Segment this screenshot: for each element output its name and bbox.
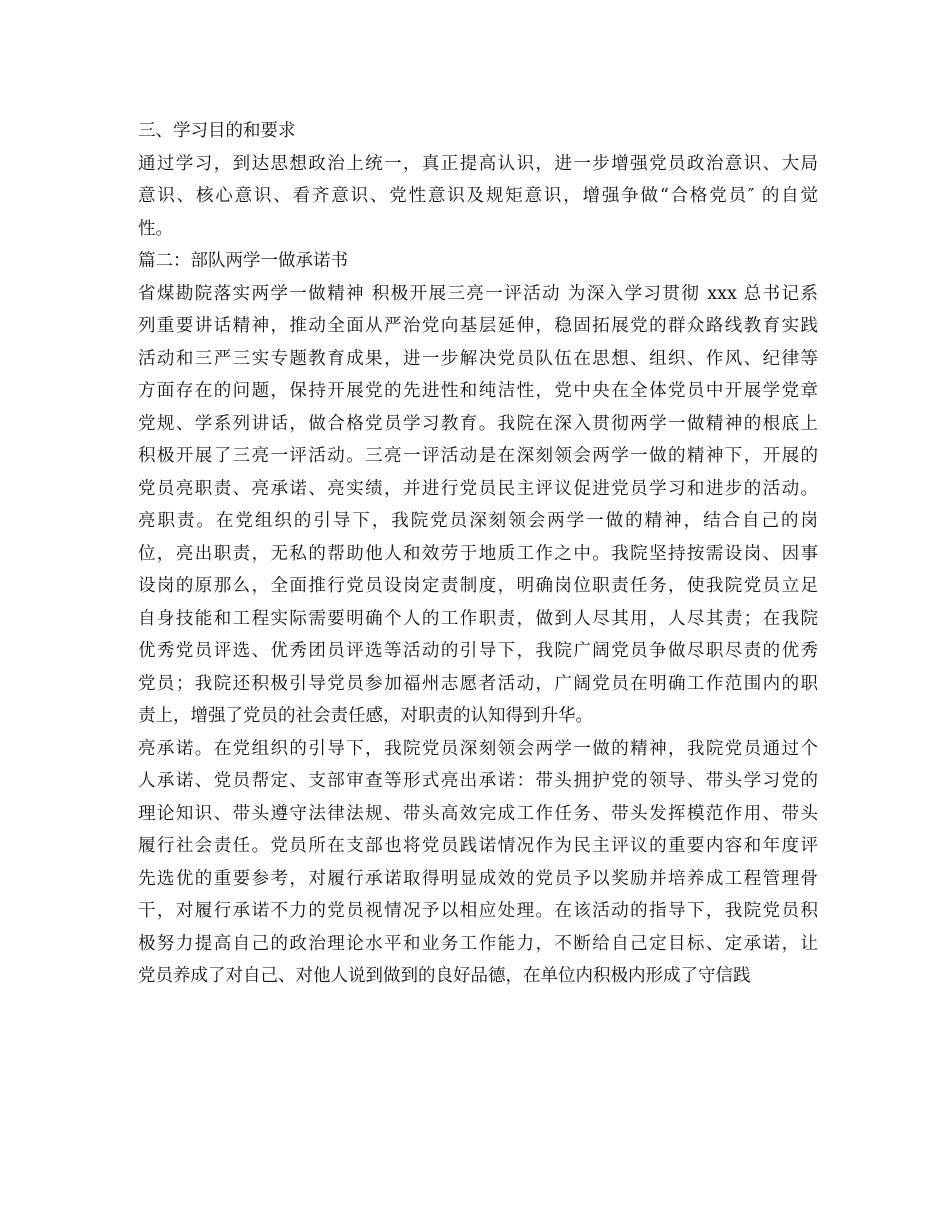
paragraph-line: 位，亮出职责，无私的帮助他人和效劳于地质工作之中。我院坚持按需设岗、因事 bbox=[138, 543, 818, 564]
paragraph-line: 设岗的原那么，全面推行党员设岗定责制度，明确岗位职责任务，使我院党员立足 bbox=[138, 576, 818, 596]
paragraph-line: 通过学习，到达思想政治上统一，真正提高认识，进一步增强党员政治意识、大局 bbox=[138, 153, 818, 174]
paragraph-line: 意识、核心意识、看齐意识、党性意识及规矩意识，增强争做“合格党员″ 的自觉 bbox=[138, 186, 818, 206]
section-heading: 三、学习目的和要求 bbox=[138, 121, 296, 141]
paragraph-line: 亮职责。在党组织的引导下，我院党员深刻领会两学一做的精神，结合自己的岗 bbox=[138, 511, 818, 531]
paragraph-line: 自身技能和工程实际需要明确个人的工作职责，做到人尽其用，人尽其责；在我院 bbox=[138, 608, 818, 629]
paragraph-line: 干，对履行承诺不力的党员视情况予以相应处理。在该活动的指导下，我院党员积 bbox=[138, 901, 818, 921]
paragraph-line: 亮承诺。在党组织的引导下，我院党员深刻领会两学一做的精神，我院党员通过个 bbox=[138, 738, 818, 759]
paragraph-line: 积极开展了三亮一评活动。三亮一评活动是在深刻领会两学一做的精神下，开展的 bbox=[138, 446, 818, 466]
paragraph-line: 党员亮职责、亮承诺、亮实绩，并进行党员民主评议促进党员学习和进步的活动。 bbox=[138, 478, 818, 499]
paragraph-line: 方面存在的问题，保持开展党的先进性和纯洁性，党中央在全体党员中开展学党章 bbox=[138, 381, 818, 401]
paragraph-line: 列重要讲话精神，推动全面从严治党向基层延伸，稳固拓展党的群众路线教育实践 bbox=[138, 316, 818, 336]
paragraph-line: 党规、学系列讲话，做合格党员学习教育。我院在深入贯彻两学一做精神的根底上 bbox=[138, 413, 818, 434]
paragraph-line: 责上，增强了党员的社会责任感，对职责的认知得到升华。 bbox=[138, 706, 593, 726]
paragraph-line: 理论知识、带头遵守法律法规、带头高效完成工作任务、带头发挥模范作用、带头 bbox=[138, 803, 818, 824]
paragraph-line: 省煤勘院落实两学一做精神 积极开展三亮一评活动 为深入学习贯彻 xxx 总书记系 bbox=[138, 283, 818, 304]
paragraph-line: 人承诺、党员帮定、支部审查等形式亮出承诺：带头拥护党的领导、带头学习党的 bbox=[138, 771, 818, 791]
paragraph-line: 履行社会责任。党员所在支部也将党员践诺情况作为民主评议的重要内容和年度评 bbox=[138, 836, 818, 856]
paragraph-line: 先选优的重要参考，对履行承诺取得明显成效的党员予以奖励并培养成工程管理骨 bbox=[138, 868, 818, 889]
section-heading: 篇二：部队两学一做承诺书 bbox=[138, 251, 348, 271]
paragraph-line: 性。 bbox=[138, 218, 173, 239]
paragraph-line: 极努力提高自己的政治理论水平和业务工作能力，不断给自己定目标、定承诺，让 bbox=[138, 933, 818, 954]
paragraph-line: 活动和三严三实专题教育成果，进一步解决党员队伍在思想、组织、作风、纪律等 bbox=[138, 348, 818, 369]
paragraph-line: 党员；我院还积极引导党员参加福州志愿者活动，广阔党员在明确工作范围内的职 bbox=[138, 673, 818, 694]
paragraph-line: 优秀党员评选、优秀团员评选等活动的引导下，我院广阔党员争做尽职尽责的优秀 bbox=[138, 641, 818, 661]
document-body bbox=[138, 115, 818, 993]
paragraph-line: 党员养成了对自己、对他人说到做到的良好品德，在单位内积极内形成了守信践 bbox=[138, 966, 751, 986]
